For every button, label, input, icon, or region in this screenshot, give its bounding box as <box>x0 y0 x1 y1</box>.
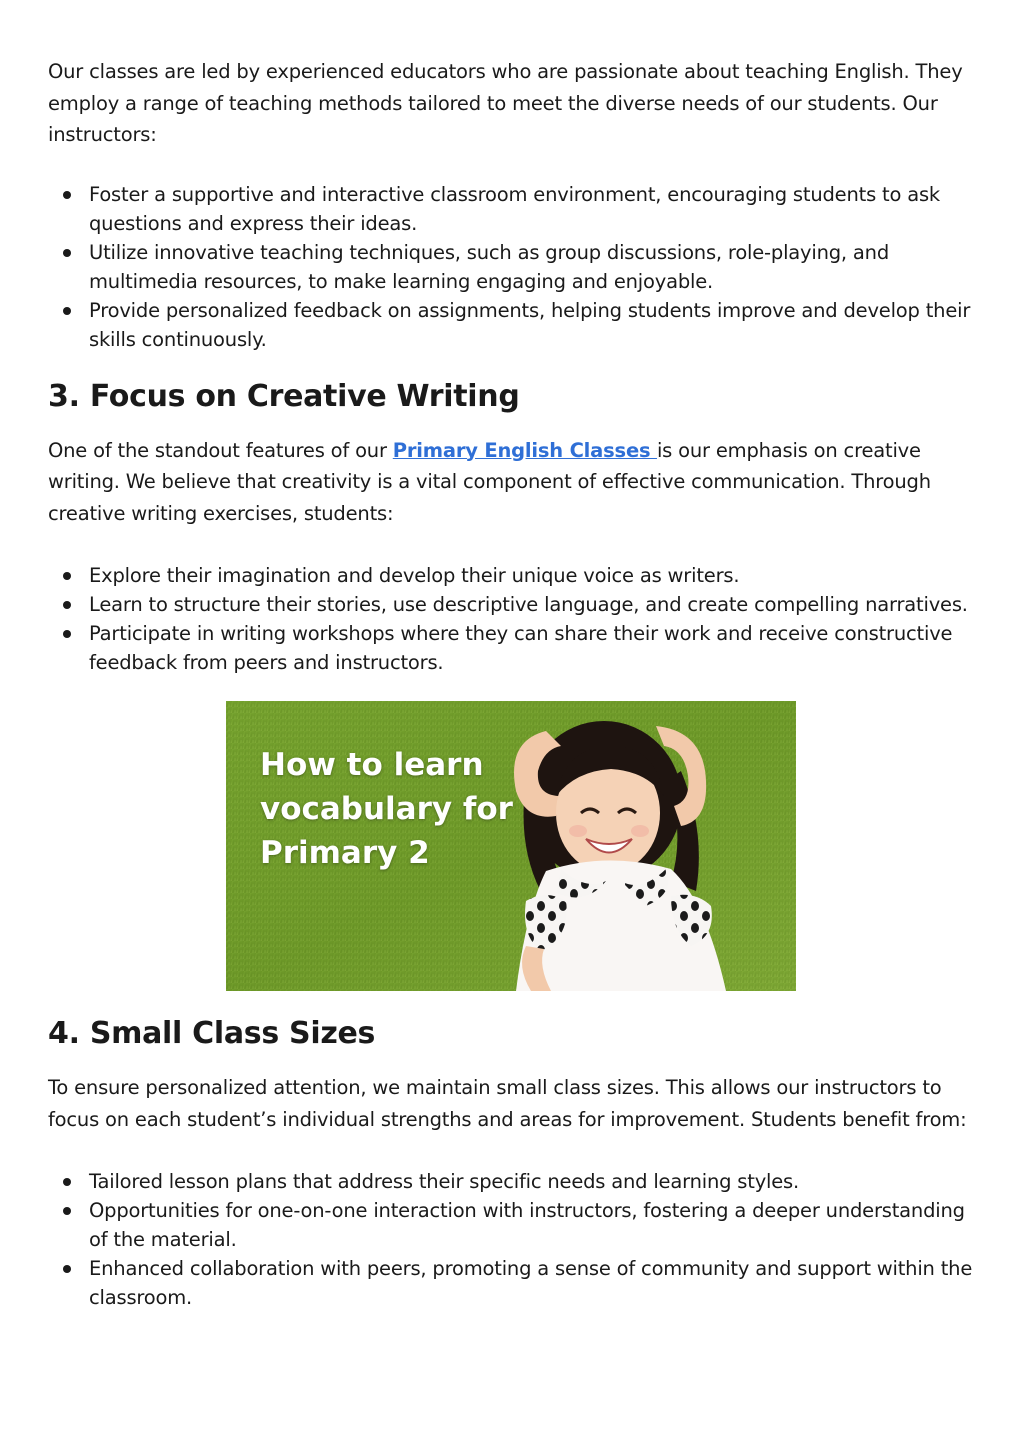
intro-paragraph: Our classes are led by experienced educators who are passionate about teaching English. They employ a range of teaching methods tailored to meet the diverse needs of our students. Our instructors: <box>48 60 963 146</box>
bullet-icon <box>63 1265 71 1273</box>
list-item <box>48 1254 978 1312</box>
bullet-icon <box>63 307 71 315</box>
list-item <box>48 1167 978 1196</box>
list-item-text: Foster a supportive and interactive classroom environment, encouraging students to ask questions and express their ideas. <box>89 182 941 235</box>
list-item <box>48 238 978 296</box>
bullet-icon <box>63 630 71 638</box>
list-item-text: Provide personalized feedback on assignments, helping students improve and develop their skills continuously. <box>89 298 971 351</box>
bullet-icon <box>63 572 71 580</box>
bullet-icon <box>63 1178 71 1186</box>
list-item <box>48 619 978 677</box>
document-page <box>48 56 978 1312</box>
list-item <box>48 1196 978 1254</box>
bullet-icon <box>63 1207 71 1215</box>
bullet-icon <box>63 191 71 199</box>
vocabulary-banner-image <box>226 701 796 991</box>
banner-title <box>260 743 513 875</box>
bullet-icon <box>63 249 71 257</box>
creative-writing-paragraph <box>48 435 978 530</box>
small-class-sizes-bullet-list <box>48 1167 978 1312</box>
list-item-text: Tailored lesson plans that address their specific needs and learning styles. <box>89 1170 800 1193</box>
banner-title-line: vocabulary for <box>260 791 513 827</box>
list-item-text: Enhanced collaboration with peers, promoting a sense of community and support within the classroom. <box>89 1257 973 1309</box>
list-item-text: Explore their imagination and develop their unique voice as writers. <box>89 564 740 587</box>
paragraph-text: is our emphasis on creative writing. We believe that creativity is a vital component of effective communication. Through creative writing exercises, students: <box>48 438 931 525</box>
list-item-text: Utilize innovative teaching techniques, such as group discussions, role-playing, and multimedia resources, to make learning engaging and enjoyable. <box>89 240 890 293</box>
list-item <box>48 561 978 590</box>
intro-bullet-list <box>48 180 978 354</box>
list-item-text: Learn to structure their stories, use descriptive language, and create compelling narratives. <box>89 593 968 616</box>
list-item <box>48 296 978 354</box>
section-heading-creative-writing: 3. Focus on Creative Writing <box>48 378 520 414</box>
bullet-icon <box>63 601 71 609</box>
paragraph-text: One of the standout features of our <box>48 438 393 462</box>
section-heading-small-class-sizes: 4. Small Class Sizes <box>48 1016 376 1051</box>
list-item-text: Opportunities for one-on-one interaction with instructors, fostering a deeper understanding of the material. <box>89 1199 965 1251</box>
list-item <box>48 180 978 238</box>
banner-title-line: Primary 2 <box>260 835 430 871</box>
list-item-text: Participate in writing workshops where they can share their work and receive constructive feedback from peers and instructors. <box>89 622 953 674</box>
creative-writing-bullet-list <box>48 561 978 677</box>
primary-english-classes-link[interactable]: Primary English Classes <box>392 438 657 462</box>
list-item <box>48 590 978 619</box>
small-class-sizes-paragraph: To ensure personalized attention, we maintain small class sizes. This allows our instructors to focus on each student’s individual strengths and areas for improvement. Students benefit from: <box>48 1076 967 1131</box>
banner-title-line: How to learn <box>260 747 484 783</box>
